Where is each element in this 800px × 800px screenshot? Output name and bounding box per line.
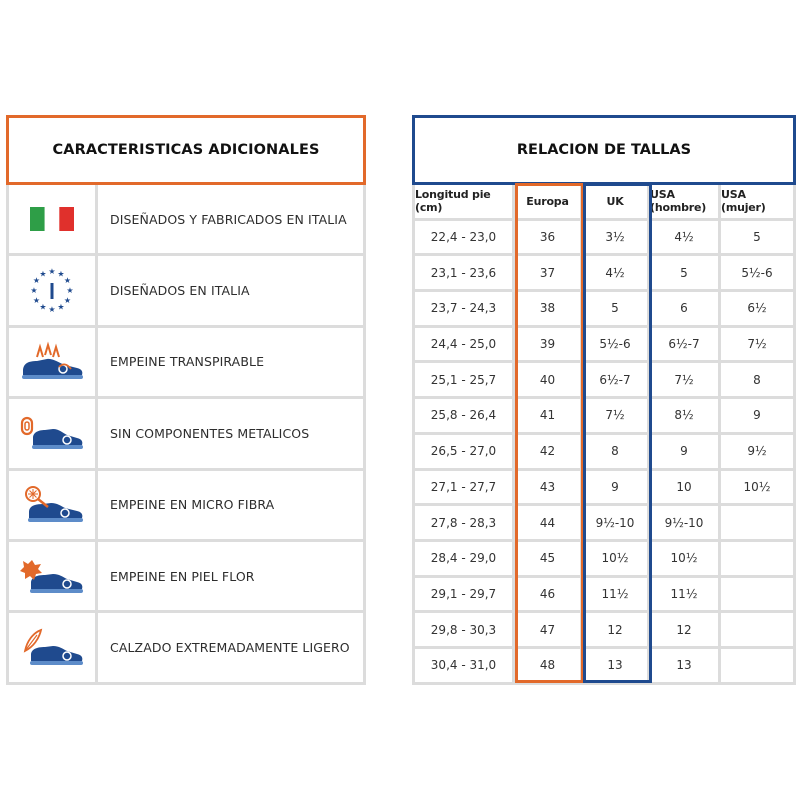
size-row — [412, 435, 796, 471]
size-cell: 27,1 - 27,7 — [412, 471, 515, 507]
size-cell — [721, 649, 796, 685]
size-header-row — [412, 185, 796, 221]
features-panel — [6, 115, 366, 685]
size-cell: 41 — [515, 399, 583, 435]
feature-row — [6, 185, 366, 256]
feature-label: EMPEINE EN PIEL FLOR — [110, 568, 255, 584]
column-header: UK — [583, 185, 650, 221]
size-cell: 36 — [515, 221, 583, 257]
size-cell: 5 — [583, 292, 650, 328]
feather-shoe-icon — [9, 613, 98, 681]
size-cell: 43 — [515, 471, 583, 507]
feature-label: SIN COMPONENTES METALICOS — [110, 425, 310, 441]
size-cell: 12 — [583, 613, 650, 649]
feature-row — [6, 399, 366, 470]
size-row — [412, 221, 796, 257]
size-cell: 5½-6 — [583, 328, 650, 364]
size-cell: 9 — [583, 471, 650, 507]
size-cell: 24,4 - 25,0 — [412, 328, 515, 364]
size-cell: 39 — [515, 328, 583, 364]
size-cell: 26,5 - 27,0 — [412, 435, 515, 471]
size-cell: 4½ — [583, 256, 650, 292]
size-cell: 9½-10 — [650, 506, 721, 542]
leather-shoe-icon — [9, 542, 98, 610]
size-table — [412, 185, 796, 685]
svg-text:★: ★ — [39, 269, 47, 279]
feature-row — [6, 256, 366, 327]
svg-text:★: ★ — [39, 302, 47, 312]
feature-label: EMPEINE TRANSPIRABLE — [110, 354, 265, 370]
size-cell: 6½-7 — [583, 363, 650, 399]
size-cell: 27,8 - 28,3 — [412, 506, 515, 542]
size-cell: 5½-6 — [721, 256, 796, 292]
size-cell: 45 — [515, 542, 583, 578]
size-cell: 4½ — [650, 221, 721, 257]
size-cell: 38 — [515, 292, 583, 328]
size-row — [412, 399, 796, 435]
size-row — [412, 256, 796, 292]
size-cell: 6½-7 — [650, 328, 721, 364]
size-row — [412, 613, 796, 649]
size-row — [412, 506, 796, 542]
size-row — [412, 471, 796, 507]
microfiber-shoe-icon — [9, 471, 98, 539]
svg-text:★: ★ — [57, 269, 65, 279]
svg-text:★: ★ — [32, 295, 41, 305]
size-row — [412, 542, 796, 578]
svg-text:★: ★ — [30, 285, 38, 295]
size-cell: 8½ — [650, 399, 721, 435]
size-cell: 47 — [515, 613, 583, 649]
size-table-body — [412, 221, 796, 685]
column-header: USA (hombre) — [650, 185, 721, 221]
features-table — [6, 185, 366, 685]
feature-label: CALZADO EXTREMADAMENTE LIGERO — [110, 640, 350, 656]
size-cell: 10½ — [583, 542, 650, 578]
svg-text:★: ★ — [57, 302, 65, 312]
size-cell: 37 — [515, 256, 583, 292]
size-cell: 8 — [583, 435, 650, 471]
column-header: Longitud pie (cm) — [412, 185, 515, 221]
size-cell: 7½ — [650, 363, 721, 399]
size-row — [412, 649, 796, 685]
size-cell: 42 — [515, 435, 583, 471]
size-cell: 12 — [650, 613, 721, 649]
size-cell: 25,1 - 25,7 — [412, 363, 515, 399]
column-header: Europa — [515, 185, 583, 221]
size-row — [412, 363, 796, 399]
size-cell: 13 — [650, 649, 721, 685]
size-cell: 23,1 - 23,6 — [412, 256, 515, 292]
size-cell: 6½ — [721, 292, 796, 328]
size-cell: 9½-10 — [583, 506, 650, 542]
svg-text:★: ★ — [32, 275, 41, 285]
size-cell: 8 — [721, 363, 796, 399]
size-cell — [721, 613, 796, 649]
sizes-panel — [412, 115, 796, 685]
size-cell: 10 — [650, 471, 721, 507]
feature-label: DISEÑADOS EN ITALIA — [110, 283, 250, 299]
size-cell: 44 — [515, 506, 583, 542]
size-cell: 13 — [583, 649, 650, 685]
size-cell — [721, 506, 796, 542]
size-cell: 5 — [721, 221, 796, 257]
size-cell: 7½ — [721, 328, 796, 364]
size-cell: 9 — [721, 399, 796, 435]
svg-text:★: ★ — [66, 285, 74, 295]
size-cell: 10½ — [650, 542, 721, 578]
size-cell: 6 — [650, 292, 721, 328]
column-header: USA (mujer) — [721, 185, 796, 221]
sizes-title: RELACION DE TALLAS — [412, 115, 796, 185]
size-cell — [721, 542, 796, 578]
svg-text:★: ★ — [48, 304, 56, 314]
features-title: CARACTERISTICAS ADICIONALES — [6, 115, 366, 185]
size-cell — [721, 578, 796, 614]
feature-row — [6, 328, 366, 399]
feature-row — [6, 471, 366, 542]
breathable-shoe-icon — [9, 328, 98, 396]
svg-text:★: ★ — [63, 275, 72, 285]
size-cell: 28,4 - 29,0 — [412, 542, 515, 578]
size-cell: 5 — [650, 256, 721, 292]
svg-text:★: ★ — [48, 266, 56, 276]
size-cell: 46 — [515, 578, 583, 614]
size-cell: 40 — [515, 363, 583, 399]
size-row — [412, 578, 796, 614]
size-cell: 48 — [515, 649, 583, 685]
feature-label: EMPEINE EN MICRO FIBRA — [110, 497, 275, 513]
feature-row — [6, 542, 366, 613]
size-cell: 23,7 - 24,3 — [412, 292, 515, 328]
size-cell: 7½ — [583, 399, 650, 435]
size-cell: 29,8 - 30,3 — [412, 613, 515, 649]
feature-row — [6, 613, 366, 684]
size-cell: 29,1 - 29,7 — [412, 578, 515, 614]
italy-flag-icon — [9, 185, 98, 253]
size-cell: 9 — [650, 435, 721, 471]
non-metallic-shoe-icon — [9, 399, 98, 467]
size-row — [412, 292, 796, 328]
size-cell: 11½ — [650, 578, 721, 614]
size-cell: 25,8 - 26,4 — [412, 399, 515, 435]
size-cell: 10½ — [721, 471, 796, 507]
size-cell: 9½ — [721, 435, 796, 471]
svg-text:★: ★ — [63, 295, 72, 305]
size-cell: 3½ — [583, 221, 650, 257]
eu-stars-i-icon — [9, 256, 98, 324]
size-cell: 30,4 - 31,0 — [412, 649, 515, 685]
size-cell: 11½ — [583, 578, 650, 614]
size-row — [412, 328, 796, 364]
size-cell: 22,4 - 23,0 — [412, 221, 515, 257]
feature-label: DISEÑADOS Y FABRICADOS EN ITALIA — [110, 211, 347, 227]
